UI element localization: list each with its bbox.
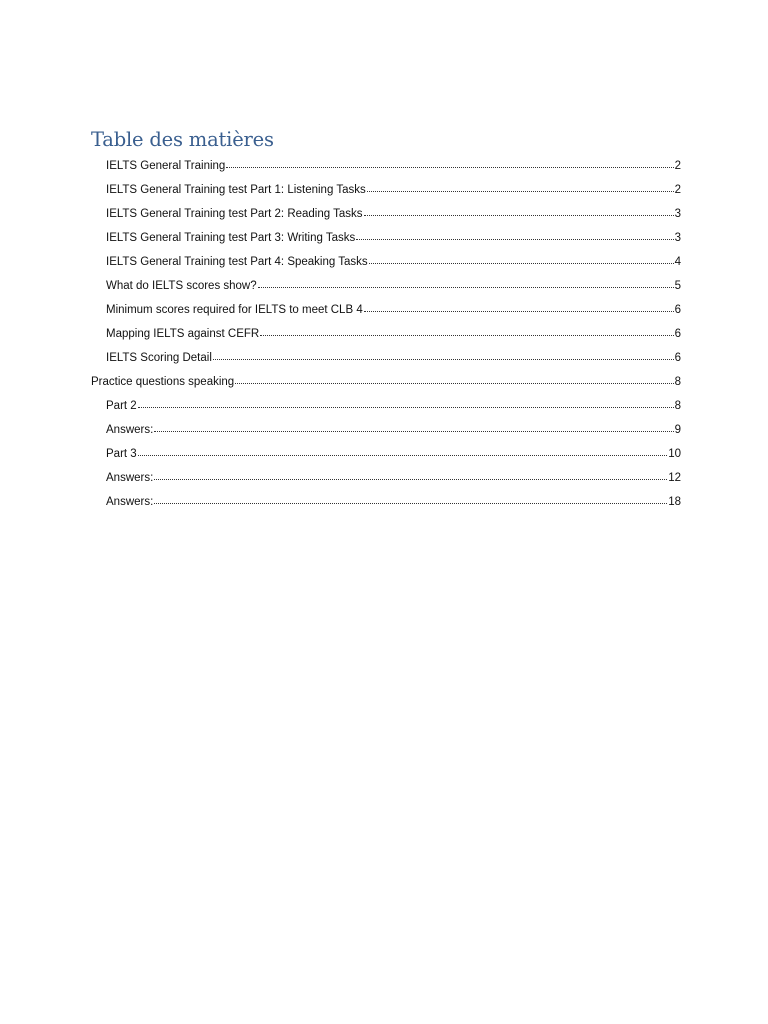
toc-entry-page-number[interactable]: 3 — [674, 208, 681, 220]
toc-dot-leader — [367, 181, 674, 193]
toc-entry-page-number[interactable]: 10 — [668, 448, 681, 460]
toc-entry-page-number[interactable]: 6 — [674, 328, 681, 340]
toc-dot-leader — [364, 205, 674, 217]
toc-entry-label[interactable]: Minimum scores required for IELTS to meet CLB 4 — [106, 304, 363, 316]
toc-dot-leader — [369, 253, 674, 265]
toc-entry[interactable] — [91, 154, 681, 178]
toc-dot-leader — [235, 373, 673, 385]
toc-entry-label[interactable]: Mapping IELTS against CEFR — [106, 328, 260, 340]
toc-entry-label[interactable]: IELTS General Training test Part 4: Speaking Tasks — [106, 256, 368, 268]
toc-entry-page-number[interactable]: 8 — [674, 400, 681, 412]
toc-entry[interactable] — [91, 466, 681, 490]
toc-title: Table des matières — [91, 128, 274, 151]
toc-entry-page-number[interactable]: 3 — [674, 232, 681, 244]
toc-entry-label[interactable]: What do IELTS scores show? — [106, 280, 257, 292]
toc-entry-label[interactable]: IELTS General Training test Part 3: Writing Tasks — [106, 232, 356, 244]
toc-entry[interactable] — [91, 178, 681, 202]
toc-dot-leader — [154, 493, 667, 505]
table-of-contents — [91, 126, 681, 514]
toc-entry-page-number[interactable]: 5 — [674, 280, 681, 292]
toc-dot-leader — [364, 301, 674, 313]
toc-dot-leader — [213, 349, 674, 361]
toc-entry-page-number[interactable]: 2 — [674, 160, 681, 172]
toc-entry-label[interactable]: IELTS Scoring Detail — [106, 352, 212, 364]
toc-entry[interactable] — [91, 202, 681, 226]
toc-entry-label[interactable]: IELTS General Training — [106, 160, 226, 172]
toc-dot-leader — [154, 421, 673, 433]
toc-entry-label[interactable]: Answers: — [106, 424, 154, 436]
toc-entry[interactable] — [91, 298, 681, 322]
toc-entry-page-number[interactable]: 2 — [674, 184, 681, 196]
toc-entry-page-number[interactable]: 4 — [674, 256, 681, 268]
toc-dot-leader — [258, 277, 674, 289]
toc-entry-label[interactable]: Part 2 — [106, 400, 137, 412]
toc-entry[interactable] — [91, 418, 681, 442]
toc-entry-page-number[interactable]: 18 — [668, 496, 681, 508]
toc-entry-label[interactable]: Practice questions speaking — [91, 376, 235, 388]
toc-dot-leader — [226, 157, 673, 169]
toc-entry-label[interactable]: IELTS General Training test Part 1: Listening Tasks — [106, 184, 366, 196]
toc-dot-leader — [260, 325, 673, 337]
toc-entry-page-number[interactable]: 6 — [674, 304, 681, 316]
toc-list — [91, 154, 681, 514]
toc-entry-label[interactable]: Answers: — [106, 472, 154, 484]
toc-entry-label[interactable]: IELTS General Training test Part 2: Reading Tasks — [106, 208, 363, 220]
toc-entry[interactable] — [91, 490, 681, 514]
toc-dot-leader — [356, 229, 673, 241]
toc-dot-leader — [138, 445, 668, 457]
toc-entry[interactable] — [91, 274, 681, 298]
toc-entry-label[interactable]: Answers: — [106, 496, 154, 508]
toc-entry[interactable] — [91, 322, 681, 346]
toc-entry-page-number[interactable]: 12 — [668, 472, 681, 484]
toc-dot-leader — [138, 397, 674, 409]
toc-entry-label[interactable]: Part 3 — [106, 448, 137, 460]
toc-entry[interactable] — [91, 226, 681, 250]
toc-entry[interactable] — [91, 394, 681, 418]
toc-entry[interactable] — [91, 346, 681, 370]
toc-dot-leader — [154, 469, 667, 481]
toc-entry[interactable] — [91, 442, 681, 466]
toc-entry[interactable] — [91, 250, 681, 274]
toc-entry-page-number[interactable]: 6 — [674, 352, 681, 364]
toc-entry-page-number[interactable]: 9 — [674, 424, 681, 436]
toc-entry[interactable] — [91, 370, 681, 394]
toc-entry-page-number[interactable]: 8 — [674, 376, 681, 388]
